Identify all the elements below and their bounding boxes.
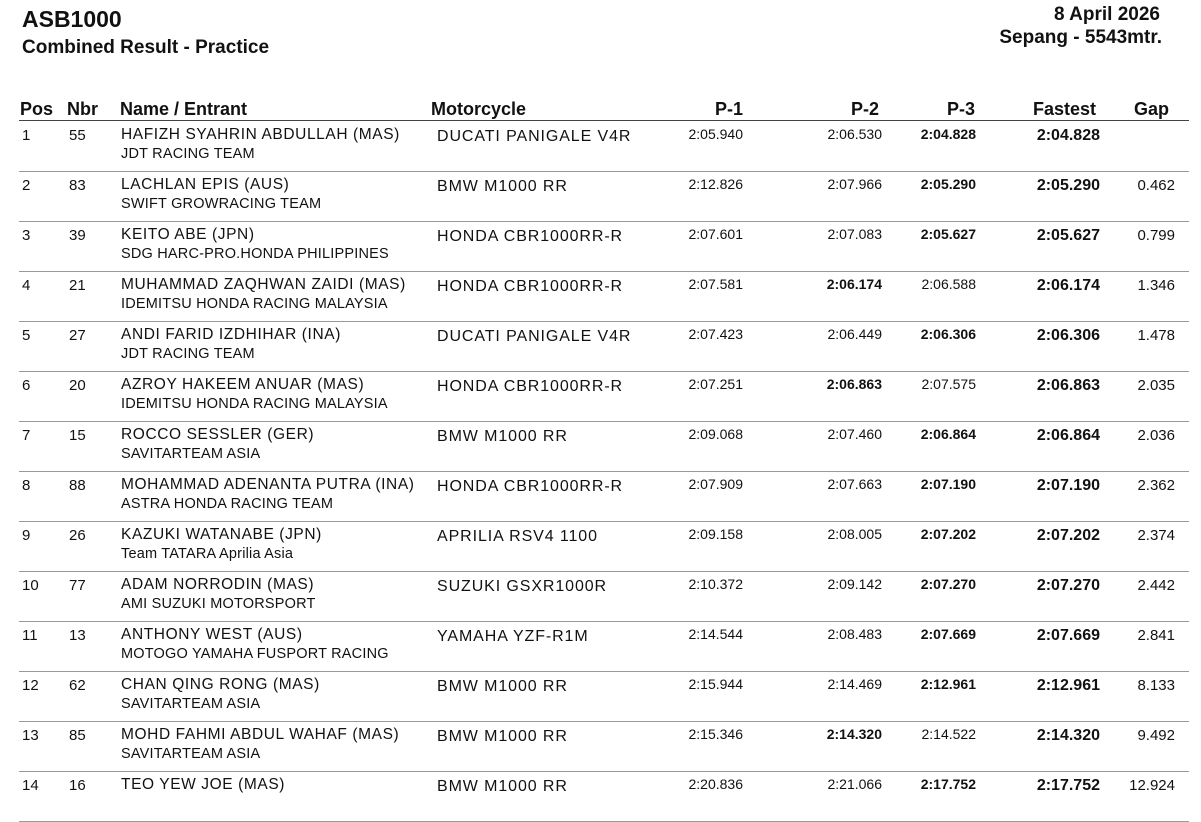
p1-time: 2:20.836	[688, 776, 743, 792]
entrant-team: SAVITARTEAM ASIA	[121, 446, 261, 462]
col-header-motorcycle: Motorcycle	[431, 99, 527, 119]
entrant-team: IDEMITSU HONDA RACING MALAYSIA	[121, 296, 388, 312]
gap-time: 2.374	[1137, 527, 1175, 544]
entrant-team: MOTOGO YAMAHA FUSPORT RACING	[121, 646, 389, 662]
p3-time: 2:17.752	[920, 776, 976, 792]
result-number: 16	[69, 777, 86, 794]
p2-time: 2:07.083	[827, 226, 882, 242]
result-number: 39	[69, 227, 86, 244]
table-row	[19, 272, 1189, 322]
entrant-team: SAVITARTEAM ASIA	[121, 696, 261, 712]
p2-time: 2:06.449	[827, 326, 882, 342]
result-pos: 6	[22, 377, 31, 394]
entrant-team: SDG HARC-PRO.HONDA PHILIPPINES	[121, 246, 389, 262]
rider-name: TEO YEW JOE (MAS)	[121, 776, 286, 793]
entrant-team: SWIFT GROWRACING TEAM	[121, 196, 322, 212]
fastest-time: 2:07.202	[1036, 527, 1100, 544]
table-row	[19, 122, 1189, 172]
p2-time: 2:14.469	[827, 676, 882, 692]
p1-time: 2:09.068	[688, 426, 743, 442]
motorcycle: BMW M1000 RR	[437, 678, 568, 695]
table-row	[19, 172, 1189, 222]
entrant-team: JDT RACING TEAM	[121, 346, 255, 362]
rider-name: MOHD FAHMI ABDUL WAHAF (MAS)	[121, 726, 400, 743]
p3-time: 2:05.627	[920, 226, 976, 242]
result-number: 20	[69, 377, 86, 394]
fastest-time: 2:05.290	[1036, 177, 1100, 194]
result-number: 13	[69, 627, 86, 644]
event-date: 8 April 2026	[1054, 4, 1160, 25]
result-pos: 12	[22, 677, 39, 694]
table-row	[19, 372, 1189, 422]
result-pos: 10	[22, 577, 39, 594]
result-number: 88	[69, 477, 86, 494]
rider-name: KEITO ABE (JPN)	[121, 226, 255, 243]
table-row	[19, 672, 1189, 722]
p3-time: 2:12.961	[920, 676, 976, 692]
rider-name: KAZUKI WATANABE (JPN)	[121, 526, 322, 543]
p2-time: 2:14.320	[826, 726, 882, 742]
p2-time: 2:07.460	[827, 426, 882, 442]
result-number: 15	[69, 427, 86, 444]
p1-time: 2:15.944	[688, 676, 743, 692]
col-header-p2: P-2	[851, 99, 880, 119]
fastest-time: 2:06.863	[1036, 377, 1100, 394]
gap-time: 9.492	[1137, 727, 1175, 744]
fastest-time: 2:14.320	[1036, 727, 1100, 744]
motorcycle: APRILIA RSV4 1100	[437, 528, 598, 545]
gap-time: 2.035	[1137, 377, 1175, 394]
p1-time: 2:07.251	[688, 376, 743, 392]
gap-time: 1.478	[1137, 327, 1175, 344]
entrant-team: SAVITARTEAM ASIA	[121, 746, 261, 762]
entrant-team: Team TATARA Aprilia Asia	[121, 546, 294, 562]
result-pos: 3	[22, 227, 31, 244]
p3-time: 2:04.828	[920, 126, 976, 142]
col-header-p3: P-3	[947, 99, 976, 119]
p2-time: 2:21.066	[827, 776, 882, 792]
motorcycle: BMW M1000 RR	[437, 428, 568, 445]
table-row	[19, 722, 1189, 772]
gap-time: 8.133	[1137, 677, 1175, 694]
p3-time: 2:06.588	[921, 276, 976, 292]
gap-time: 2.841	[1137, 627, 1175, 644]
p3-time: 2:07.202	[920, 526, 976, 542]
gap-time: 2.442	[1137, 577, 1175, 594]
venue-info: Sepang - 5543mtr.	[999, 27, 1162, 48]
entrant-team: AMI SUZUKI MOTORSPORT	[121, 596, 316, 612]
p2-time: 2:08.005	[827, 526, 882, 542]
p3-time: 2:07.270	[920, 576, 976, 592]
p1-time: 2:07.423	[688, 326, 743, 342]
result-pos: 14	[22, 777, 39, 794]
table-row	[19, 222, 1189, 272]
rider-name: ANDI FARID IZDHIHAR (INA)	[121, 326, 341, 343]
series-title: ASB1000	[22, 6, 122, 32]
fastest-time: 2:06.174	[1036, 277, 1100, 294]
result-pos: 1	[22, 127, 31, 144]
result-pos: 7	[22, 427, 31, 444]
p2-time: 2:06.530	[827, 126, 882, 142]
rider-name: ANTHONY WEST (AUS)	[121, 626, 303, 643]
rider-name: CHAN QING RONG (MAS)	[121, 676, 320, 693]
p1-time: 2:07.909	[688, 476, 743, 492]
result-number: 21	[69, 277, 86, 294]
result-number: 26	[69, 527, 86, 544]
fastest-time: 2:06.864	[1036, 427, 1100, 444]
result-number: 77	[69, 577, 86, 594]
p3-time: 2:06.306	[920, 326, 976, 342]
gap-time: 0.799	[1137, 227, 1175, 244]
rider-name: MOHAMMAD ADENANTA PUTRA (INA)	[121, 476, 415, 493]
table-row	[19, 572, 1189, 622]
result-number: 85	[69, 727, 86, 744]
p1-time: 2:15.346	[688, 726, 743, 742]
motorcycle: HONDA CBR1000RR-R	[437, 228, 624, 245]
p2-time: 2:06.174	[826, 276, 882, 292]
p1-time: 2:07.581	[688, 276, 743, 292]
rider-name: ADAM NORRODIN (MAS)	[121, 576, 315, 593]
fastest-time: 2:07.190	[1036, 477, 1100, 494]
gap-time: 2.362	[1137, 477, 1175, 494]
rider-name: MUHAMMAD ZAQHWAN ZAIDI (MAS)	[121, 276, 406, 293]
p2-time: 2:07.966	[827, 176, 882, 192]
result-number: 62	[69, 677, 86, 694]
fastest-time: 2:07.669	[1036, 627, 1100, 644]
motorcycle: BMW M1000 RR	[437, 778, 568, 795]
fastest-time: 2:06.306	[1036, 327, 1100, 344]
p1-time: 2:12.826	[688, 176, 743, 192]
col-header-p1: P-1	[715, 99, 744, 119]
motorcycle: BMW M1000 RR	[437, 728, 568, 745]
rider-name: HAFIZH SYAHRIN ABDULLAH (MAS)	[121, 126, 400, 143]
table-row	[19, 522, 1189, 572]
fastest-time: 2:17.752	[1036, 777, 1100, 794]
fastest-time: 2:04.828	[1036, 127, 1100, 144]
motorcycle: BMW M1000 RR	[437, 178, 568, 195]
table-row	[19, 772, 1189, 822]
col-header-nbr: Nbr	[67, 99, 98, 119]
rider-name: ROCCO SESSLER (GER)	[121, 426, 315, 443]
gap-time: 12.924	[1129, 777, 1175, 794]
entrant-team: ASTRA HONDA RACING TEAM	[121, 496, 334, 512]
p3-time: 2:07.190	[920, 476, 976, 492]
rider-name: LACHLAN EPIS (AUS)	[121, 176, 290, 193]
p2-time: 2:08.483	[827, 626, 882, 642]
result-pos: 8	[22, 477, 31, 494]
gap-time: 0.462	[1137, 177, 1175, 194]
p1-time: 2:07.601	[688, 226, 743, 242]
result-number: 83	[69, 177, 86, 194]
table-row	[19, 422, 1189, 472]
session-subtitle: Combined Result - Practice	[22, 37, 270, 58]
p3-time: 2:07.669	[920, 626, 976, 642]
table-row	[19, 322, 1189, 372]
p1-time: 2:05.940	[688, 126, 743, 142]
gap-time: 2.036	[1137, 427, 1175, 444]
motorcycle: DUCATI PANIGALE V4R	[437, 128, 632, 145]
p3-time: 2:06.864	[920, 426, 976, 442]
table-row	[19, 622, 1189, 672]
p2-time: 2:09.142	[827, 576, 882, 592]
entrant-team: IDEMITSU HONDA RACING MALAYSIA	[121, 396, 388, 412]
motorcycle: HONDA CBR1000RR-R	[437, 378, 624, 395]
p3-time: 2:07.575	[921, 376, 976, 392]
col-header-fastest: Fastest	[1033, 99, 1097, 119]
col-header-name: Name / Entrant	[120, 99, 248, 119]
result-number: 55	[69, 127, 86, 144]
p3-time: 2:05.290	[920, 176, 976, 192]
motorcycle: HONDA CBR1000RR-R	[437, 278, 624, 295]
result-pos: 9	[22, 527, 31, 544]
header-divider	[19, 120, 1189, 121]
result-pos: 4	[22, 277, 31, 294]
result-pos: 2	[22, 177, 31, 194]
result-pos: 11	[22, 627, 38, 644]
result-pos: 13	[22, 727, 39, 744]
result-number: 27	[69, 327, 86, 344]
col-header-pos: Pos	[20, 99, 54, 119]
motorcycle: YAMAHA YZF-R1M	[437, 628, 589, 645]
p3-time: 2:14.522	[921, 726, 976, 742]
result-pos: 5	[22, 327, 31, 344]
p1-time: 2:10.372	[688, 576, 743, 592]
fastest-time: 2:07.270	[1036, 577, 1100, 594]
rider-name: AZROY HAKEEM ANUAR (MAS)	[121, 376, 365, 393]
motorcycle: DUCATI PANIGALE V4R	[437, 328, 632, 345]
motorcycle: HONDA CBR1000RR-R	[437, 478, 624, 495]
motorcycle: SUZUKI GSXR1000R	[437, 578, 608, 595]
fastest-time: 2:05.627	[1036, 227, 1100, 244]
p2-time: 2:06.863	[826, 376, 882, 392]
gap-time: 1.346	[1137, 277, 1175, 294]
entrant-team: JDT RACING TEAM	[121, 146, 255, 162]
p1-time: 2:09.158	[688, 526, 743, 542]
table-row	[19, 472, 1189, 522]
p1-time: 2:14.544	[688, 626, 743, 642]
p2-time: 2:07.663	[827, 476, 882, 492]
fastest-time: 2:12.961	[1036, 677, 1100, 694]
col-header-gap: Gap	[1134, 99, 1170, 119]
